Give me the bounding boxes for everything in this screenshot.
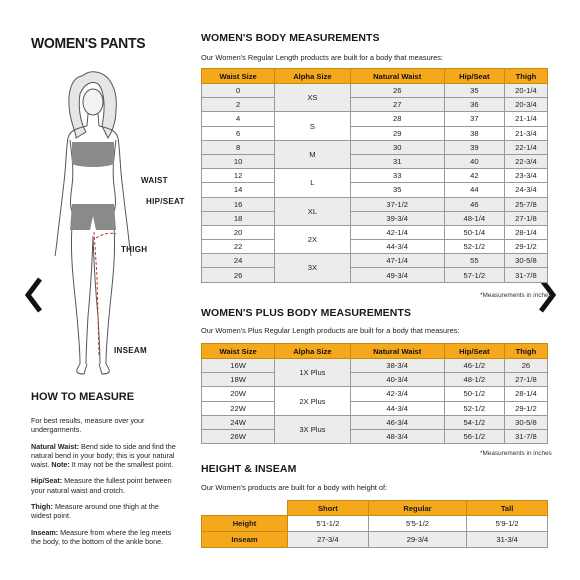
col-thigh: Thigh	[504, 344, 547, 359]
table-cell: 2	[202, 98, 275, 112]
womens-measurements-table	[201, 68, 548, 283]
col-waist-size: Waist Size	[202, 344, 275, 359]
height-inseam-table	[201, 500, 548, 548]
table-cell: 31	[350, 154, 444, 168]
table-cell: 29-1/2	[504, 240, 547, 254]
table-cell: 54-1/2	[444, 415, 504, 429]
table-cell: 40	[444, 154, 504, 168]
table-cell: 20	[202, 225, 275, 239]
table-cell: 23-3/4	[504, 169, 547, 183]
inseam-label: INSEAM	[114, 346, 147, 355]
table-cell: 52-1/2	[444, 240, 504, 254]
how-to-measure-heading: HOW TO MEASURE	[31, 391, 135, 403]
table-cell: 5'1-1/2	[288, 516, 369, 532]
table-cell: 38	[444, 126, 504, 140]
table-cell: 33	[350, 169, 444, 183]
table-row	[202, 225, 548, 239]
table-cell: 20W	[202, 387, 275, 401]
table-cell: 37	[444, 112, 504, 126]
table-cell: 36	[444, 98, 504, 112]
table-row	[202, 140, 548, 154]
hip-seat-label: HIP/SEAT	[146, 197, 185, 206]
table-cell: 49-3/4	[350, 268, 444, 282]
height-section-title: HEIGHT & INSEAM	[201, 463, 297, 475]
how-to-measure-text	[31, 416, 181, 553]
alpha-size-cell: XS	[275, 84, 350, 112]
table-cell: 48-1/4	[444, 211, 504, 225]
table-cell: 0	[202, 84, 275, 98]
page-title: WOMEN'S PANTS	[31, 34, 146, 52]
table-cell: 42-1/4	[350, 225, 444, 239]
col-hip-seat: Hip/Seat	[444, 69, 504, 84]
col-hip-seat: Hip/Seat	[444, 344, 504, 359]
col-short: Short	[288, 501, 369, 516]
height-section-subtitle: Our Women's products are built for a body with height of:	[201, 483, 388, 492]
table-cell: 4	[202, 112, 275, 126]
table-cell: 29-3/4	[368, 532, 467, 548]
col-thigh: Thigh	[504, 69, 547, 84]
table-cell: 18	[202, 211, 275, 225]
table-cell: 35	[350, 183, 444, 197]
alpha-size-cell: 2X	[275, 225, 350, 253]
chevron-left-icon[interactable]	[22, 275, 46, 315]
table-cell: 20-1/4	[504, 84, 547, 98]
table-cell: 30	[350, 140, 444, 154]
table-cell: 5'9-1/2	[467, 516, 548, 532]
table-cell: 16W	[202, 359, 275, 373]
hip-instructions: Hip/Seat: Measure the fullest point between your natural waist and crotch.	[31, 476, 172, 495]
table-cell: 47-1/4	[350, 254, 444, 268]
table-cell: 48-1/2	[444, 373, 504, 387]
table-cell: 21-3/4	[504, 126, 547, 140]
table-row	[202, 429, 548, 443]
table-row	[202, 254, 548, 268]
table-cell: 21-1/4	[504, 112, 547, 126]
waist-label: WAIST	[141, 176, 168, 185]
col-alpha-size: Alpha Size	[275, 344, 350, 359]
table-cell: 26	[202, 268, 275, 282]
alpha-size-cell: S	[275, 112, 350, 140]
table-row	[202, 154, 548, 168]
table-row	[202, 126, 548, 140]
table-cell: 29-1/2	[504, 401, 547, 415]
table-row	[202, 211, 548, 225]
table-cell: 24W	[202, 415, 275, 429]
col-regular: Regular	[368, 501, 467, 516]
table-cell: 30-5/8	[504, 254, 547, 268]
table-cell: 26	[504, 359, 547, 373]
table-cell: 56-1/2	[444, 429, 504, 443]
table-cell: 46-1/2	[444, 359, 504, 373]
table-row	[202, 112, 548, 126]
table-cell: 44	[444, 183, 504, 197]
table-row	[202, 240, 548, 254]
table-cell: 40-3/4	[350, 373, 444, 387]
table-row	[202, 532, 548, 548]
table-cell: 14	[202, 183, 275, 197]
table-cell: 18W	[202, 373, 275, 387]
table-row	[202, 359, 548, 373]
table-cell: 57-1/2	[444, 268, 504, 282]
table-cell: 8	[202, 140, 275, 154]
womens-section-subtitle: Our Women's Regular Length products are built for a body that measures:	[201, 53, 444, 62]
table-cell: 27-3/4	[288, 532, 369, 548]
table-cell: 24-3/4	[504, 183, 547, 197]
table-cell: 27	[350, 98, 444, 112]
row-label-inseam: Inseam	[202, 532, 288, 548]
table-cell: 38-3/4	[350, 359, 444, 373]
table-row	[202, 169, 548, 183]
table-cell: 26	[350, 84, 444, 98]
table-cell: 28-1/4	[504, 387, 547, 401]
table-cell: 30-5/8	[504, 415, 547, 429]
table-cell: 28-1/4	[504, 225, 547, 239]
alpha-size-cell: 3X Plus	[275, 415, 350, 443]
table-cell: 31-7/8	[504, 268, 547, 282]
alpha-size-cell: 2X Plus	[275, 387, 350, 415]
table-cell: 22	[202, 240, 275, 254]
womens-section-title: WOMEN'S BODY MEASUREMENTS	[201, 32, 380, 44]
table-cell: 39-3/4	[350, 211, 444, 225]
col-natural-waist: Natural Waist	[350, 69, 444, 84]
table-cell: 31-3/4	[467, 532, 548, 548]
col-natural-waist: Natural Waist	[350, 344, 444, 359]
plus-section-title: WOMEN'S PLUS BODY MEASUREMENTS	[201, 307, 412, 319]
table-cell: 12	[202, 169, 275, 183]
plus-units-note: *Measurements in inches	[480, 450, 552, 457]
table-cell: 31-7/8	[504, 429, 547, 443]
table-cell: 27-1/8	[504, 373, 547, 387]
intro-text: For best results, measure over your undergarments.	[31, 416, 145, 435]
table-row	[202, 516, 548, 532]
table-cell: 37-1/2	[350, 197, 444, 211]
table-row	[202, 183, 548, 197]
table-cell: 39	[444, 140, 504, 154]
table-cell: 10	[202, 154, 275, 168]
table-row	[202, 387, 548, 401]
table-cell: 16	[202, 197, 275, 211]
table-cell: 35	[444, 84, 504, 98]
row-label-height: Height	[202, 516, 288, 532]
table-cell: 29	[350, 126, 444, 140]
body-figure-illustration	[40, 66, 150, 386]
corner-cell	[202, 501, 288, 516]
inseam-instructions: Inseam: Measure from where the leg meets the body, to the bottom of the ankle bone.	[31, 527, 172, 546]
table-cell: 22-3/4	[504, 154, 547, 168]
table-cell: 46-3/4	[350, 415, 444, 429]
table-cell: 50-1/4	[444, 225, 504, 239]
col-waist-size: Waist Size	[202, 69, 275, 84]
table-cell: 27-1/8	[504, 211, 547, 225]
table-cell: 55	[444, 254, 504, 268]
table-cell: 48-3/4	[350, 429, 444, 443]
alpha-size-cell: 1X Plus	[275, 359, 350, 387]
table-cell: 25-7/8	[504, 197, 547, 211]
thigh-label: THIGH	[121, 245, 148, 254]
table-cell: 42-3/4	[350, 387, 444, 401]
table-cell: 22W	[202, 401, 275, 415]
table-row	[202, 373, 548, 387]
table-cell: 26W	[202, 429, 275, 443]
table-cell: 22-1/4	[504, 140, 547, 154]
table-row	[202, 401, 548, 415]
plus-section-subtitle: Our Women's Plus Regular Length products are built for a body that measures:	[201, 326, 460, 335]
table-cell: 28	[350, 112, 444, 126]
table-cell: 20-3/4	[504, 98, 547, 112]
col-alpha-size: Alpha Size	[275, 69, 350, 84]
col-tall: Tall	[467, 501, 548, 516]
table-cell: 52-1/2	[444, 401, 504, 415]
table-cell: 46	[444, 197, 504, 211]
womens-units-note: *Measurements in inches	[480, 292, 552, 299]
table-row	[202, 84, 548, 98]
alpha-size-cell: L	[275, 169, 350, 197]
alpha-size-cell: 3X	[275, 254, 350, 282]
thigh-instructions: Thigh: Measure around one thigh at the widest point.	[31, 502, 159, 521]
table-cell: 44-3/4	[350, 401, 444, 415]
table-cell: 5'5-1/2	[368, 516, 467, 532]
table-cell: 50-1/2	[444, 387, 504, 401]
plus-measurements-table	[201, 343, 548, 444]
table-row	[202, 98, 548, 112]
table-row	[202, 268, 548, 282]
table-row	[202, 197, 548, 211]
table-cell: 44-3/4	[350, 240, 444, 254]
alpha-size-cell: XL	[275, 197, 350, 225]
table-cell: 6	[202, 126, 275, 140]
waist-instructions: Natural Waist: Bend side to side and find the natural bend in your body; this is your natural waist. Note: It may not be the smallest point.	[31, 441, 176, 470]
alpha-size-cell: M	[275, 140, 350, 168]
table-cell: 42	[444, 169, 504, 183]
table-cell: 24	[202, 254, 275, 268]
table-row	[202, 415, 548, 429]
